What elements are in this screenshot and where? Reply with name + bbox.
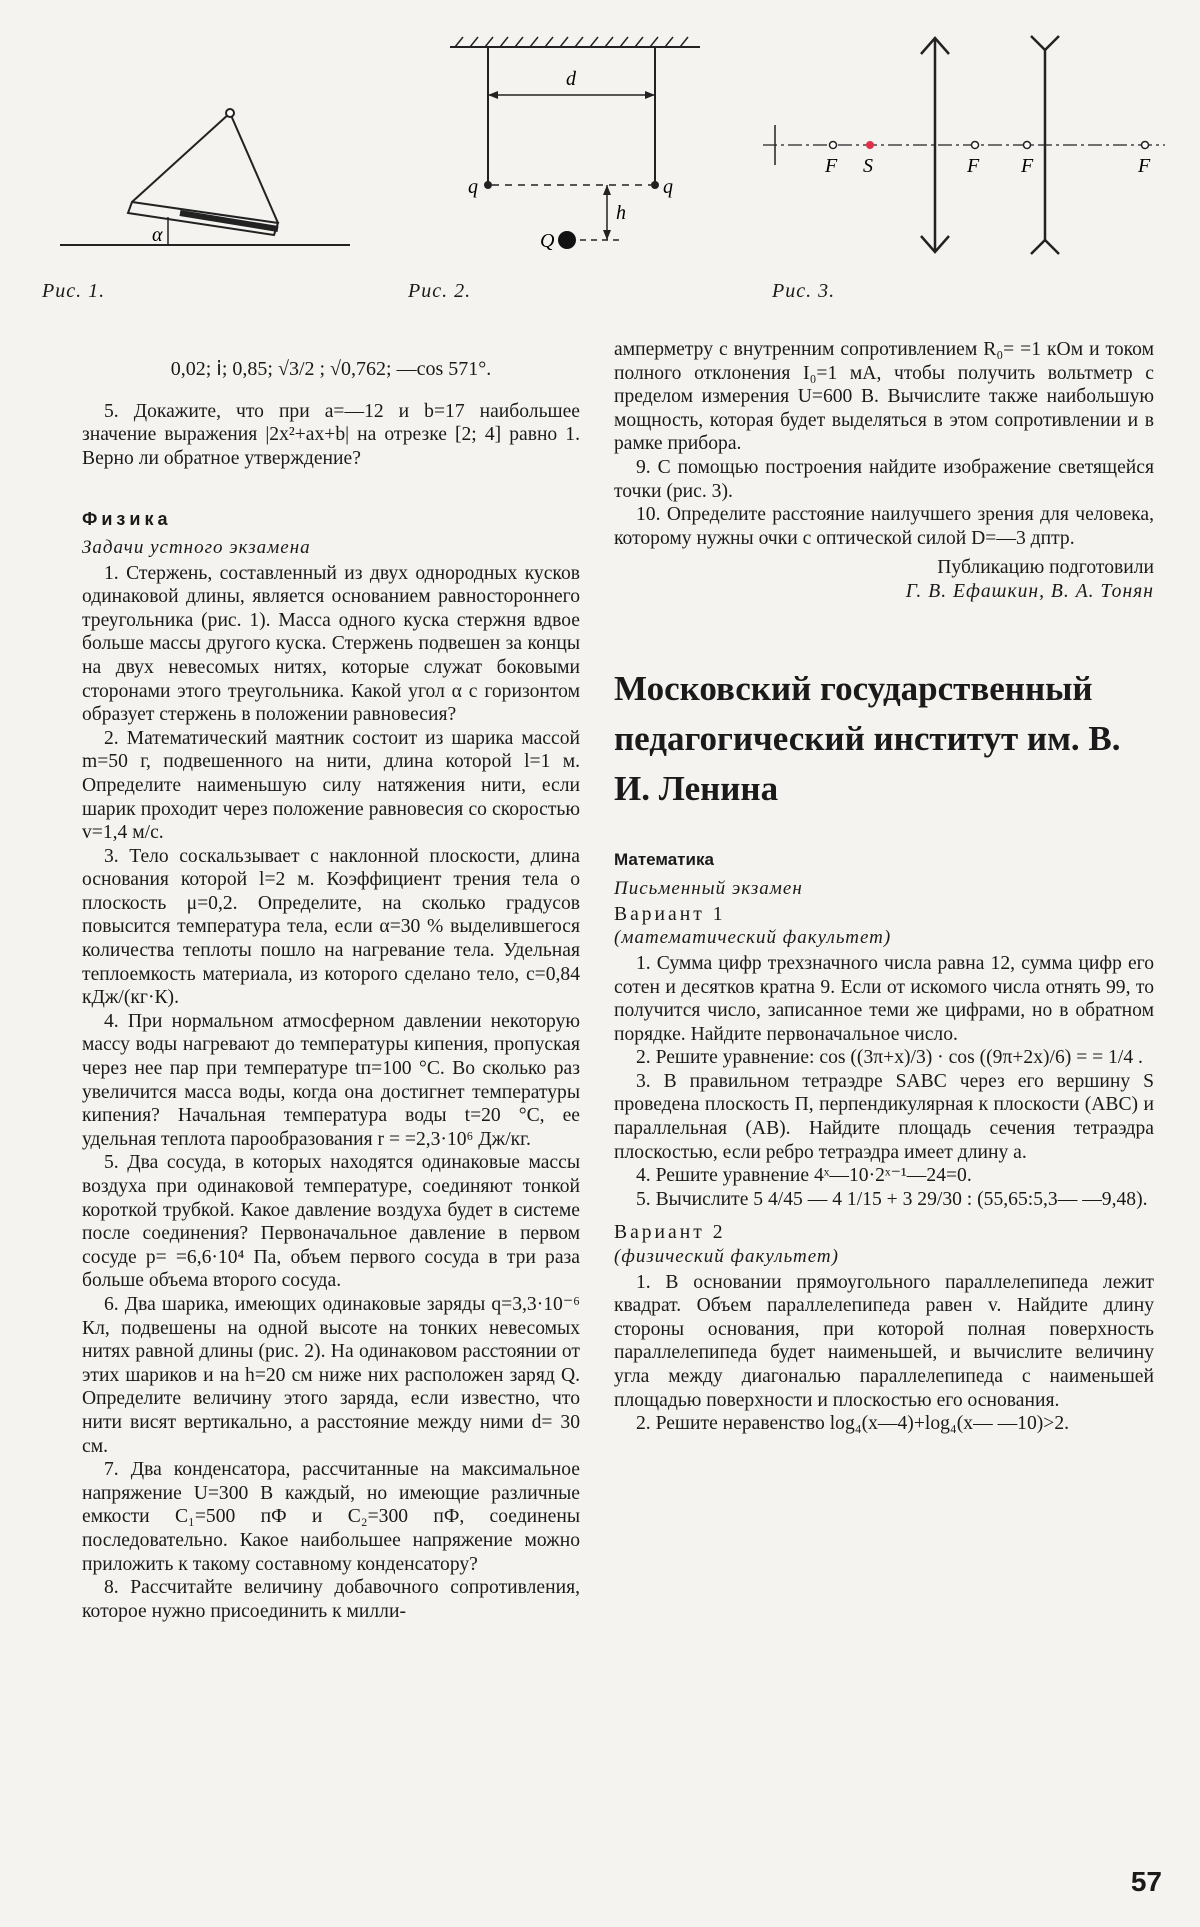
physics-problem-1: 1. Стержень, составленный из двух однородных кусков одинаковой длины, является основанием равностороннего треугольника (рис. 1). Масса одного куска стержня вдвое больше массы другого куска. Стержень подвешен за концы на двух невесомых нитях, которые служат боковыми сторонами этого треугольника. Какой угол α с горизонтом образует стержень в положении равновесия? [82, 562, 580, 726]
physics-problem-8: 8. Рассчитайте величину добавочного сопротивления, которое нужно присоединить к милли- [82, 1577, 580, 1622]
fig1-alpha-label: α [152, 224, 163, 246]
oral-exam-subtitle: Задачи устного экзамена [82, 536, 311, 558]
figure-1-triangle [60, 95, 350, 255]
fig3-S-label: S [863, 155, 873, 177]
variant-2-title: Вариант 2 [614, 1222, 726, 1244]
fig3-F2-right-label: F [1138, 155, 1151, 177]
institute-title: Московский государственный педагогический институт им. В. И. Ленина [614, 668, 1121, 808]
v1-problem-1: 1. Сумма цифр трехзначного числа равна 12, сумма цифр его сотен и десятков кратна 9. Если от искомого числа отнять 99, то получится число, записанное теми же цифрами, но в обратном порядке. Найдите первоначальное число. [614, 952, 1154, 1045]
v1-problem-5: 5. Вычислите 5 4/45 — 4 1/15 + 3 29/30 : (55,65:5,3— —9,48). [636, 1188, 1148, 1210]
v2-problem-2: 2. Решите неравенство log₄(x—4)+log₄(x— —10)>2. [636, 1413, 1070, 1435]
fig3-F2-left-label: F [967, 155, 980, 177]
figure-3-caption: Рис. 3. [772, 280, 836, 302]
v2-problem-1: 1. В основании прямоугольного параллелепипеда лежит квадрат. Объем параллелепипеда равен v. Найдите длину стороны основания, при которой полная поверхность параллелепипеда будет наименьшей, и вычислите величину угла между диагональю параллелепипеда с наименьшей площадью поверхности и плоскостью его основания. [614, 1271, 1154, 1411]
physics-problem-10: 10. Определите расстояние наилучшего зрения для человека, которому нужны очки с оптической силой D=—3 дптр. [614, 504, 1154, 549]
fig2-h-label: h [616, 202, 626, 224]
physics-problem-8-continued: амперметру с внутренним сопротивлением R₀= =1 кОм и током полного отклонения I₀=1 мА, чтобы получить вольтметр с пределом измерения U=600 В. Вычислите также наибольшую мощность, которая будет выделяться в этом сопротивлении и в рамке прибора. [614, 339, 1154, 455]
v1-problem-4: 4. Решите уравнение 4ˣ—10·2ˣ⁻¹—24=0. [636, 1165, 972, 1187]
right-column [614, 338, 1154, 1436]
written-exam-subtitle: Письменный экзамен [614, 878, 803, 900]
physics-problem-2: 2. Математический маятник состоит из шарика массой m=50 г, подвешенного на нити, длина которой l=1 м. Определите наименьшую силу натяжения нити, если шарик проходит через положение равновесия со скоростью v=1,4 м/с. [82, 727, 580, 844]
variant-2-faculty: (физический факультет) [614, 1246, 839, 1268]
physics-problem-9: 9. С помощью построения найдите изображение светящейся точки (рис. 3). [614, 456, 1154, 502]
variant-1-faculty: (математический факультет) [614, 927, 892, 949]
physics-problem-6: 6. Два шарика, имеющих одинаковые заряды q=3,3·10⁻⁶ Кл, подвешены на одной высоте на тонких невесомых нитях равной длины (рис. 2). На одинаковом расстоянии от этих шариков и на h=20 см ниже них расположен заряд Q. Определите величину этого заряда, если известно, что нити висят вертикально, а расстояние между ними d= 30 см. [82, 1293, 580, 1457]
fig2-q-right-label: q [663, 176, 673, 198]
fig2-q-left-label: q [468, 176, 478, 198]
v1-problem-3: 3. В правильном тетраэдре SABC через его вершину S проведена плоскость Π, перпендикулярная к плоскости (ABC) и параллельная (AB). Найдите площадь сечения тетраэдра плоскостью, если ребро тетраэдра имеет длину a. [614, 1070, 1154, 1163]
figure-2-caption: Рис. 2. [408, 280, 472, 302]
v1-problem-2: 2. Решите уравнение: cos ((3π+x)/3) · cos ((9π+2x)/6) = = 1/4 . [636, 1047, 1143, 1069]
physics-problem-7: 7. Два конденсатора, рассчитанные на максимальное напряжение U=300 В каждый, но имеющие различные емкости C₁=500 пФ и C₂=300 пФ, соединены последовательно. Какое наибольшее напряжение можно приложить к такому составному конденсатору? [82, 1459, 580, 1575]
fig3-F1-left-label: F [825, 155, 838, 177]
variant-1-title: Вариант 1 [614, 903, 726, 925]
physics-problem-5: 5. Два сосуда, в которых находятся одинаковые массы воздуха при одинаковой температуре, соединяют тонкой короткой трубкой. Какое давление воздуха будет в системе после соединения? Первоначальное давление в первом сосуде p= =6,6·10⁴ Па, объем первого сосуда в три раза больше объема второго сосуда. [82, 1152, 580, 1292]
signature-names: Г. В. Ефашкин, В. А. Тонян [905, 580, 1154, 602]
left-column [82, 358, 580, 1623]
signature-line: Публикацию подготовили [937, 557, 1154, 579]
fig2-Q-label: Q [540, 230, 555, 252]
physics-problem-3: 3. Тело соскальзывает с наклонной плоскости, длина основания которой l=2 м. Коэффициент трения тела о плоскость μ=0,2. Определите, на сколько градусов повысится температура тела, если α=30 % выделившегося количества теплоты пошло на нагревание тела. Удельная теплоемкость материала, из которого сделано тело, c=0,84 кДж/(кг·К). [82, 845, 580, 1009]
math-problem-5: 5. Докажите, что при a=—12 и b=17 наибольшее значение выражения |2x²+ax+b| на отрезке [2; 4] равно 1. Верно ли обратное утверждение? [82, 400, 580, 469]
physics-problem-4: 4. При нормальном атмосферном давлении некоторую массу воды нагревают до температуры кипения, пропуская через нее пар при температуре tп=100 °C. Во сколько раз увеличится масса воды, когда она достигнет температуры кипения? Начальная температура воды t=20 °C, ее удельная теплота парообразования r = =2,3·10⁶ Дж/кг. [82, 1010, 580, 1150]
fig3-F1-right-label: F [1021, 155, 1034, 177]
figure-2-charges [450, 35, 740, 255]
figure-1-caption: Рис. 1. [42, 280, 106, 302]
page-number: 57 [1130, 1866, 1162, 1897]
figure-3-lenses [745, 30, 1175, 260]
physics-section-title: Физика [82, 509, 172, 530]
formula-line: 0,02; ⅰ; 0,85; √3/2 ; √0,762; —cos 571°. [170, 358, 492, 380]
fig2-d-label: d [566, 68, 576, 90]
math-section-title: Математика [614, 849, 714, 869]
